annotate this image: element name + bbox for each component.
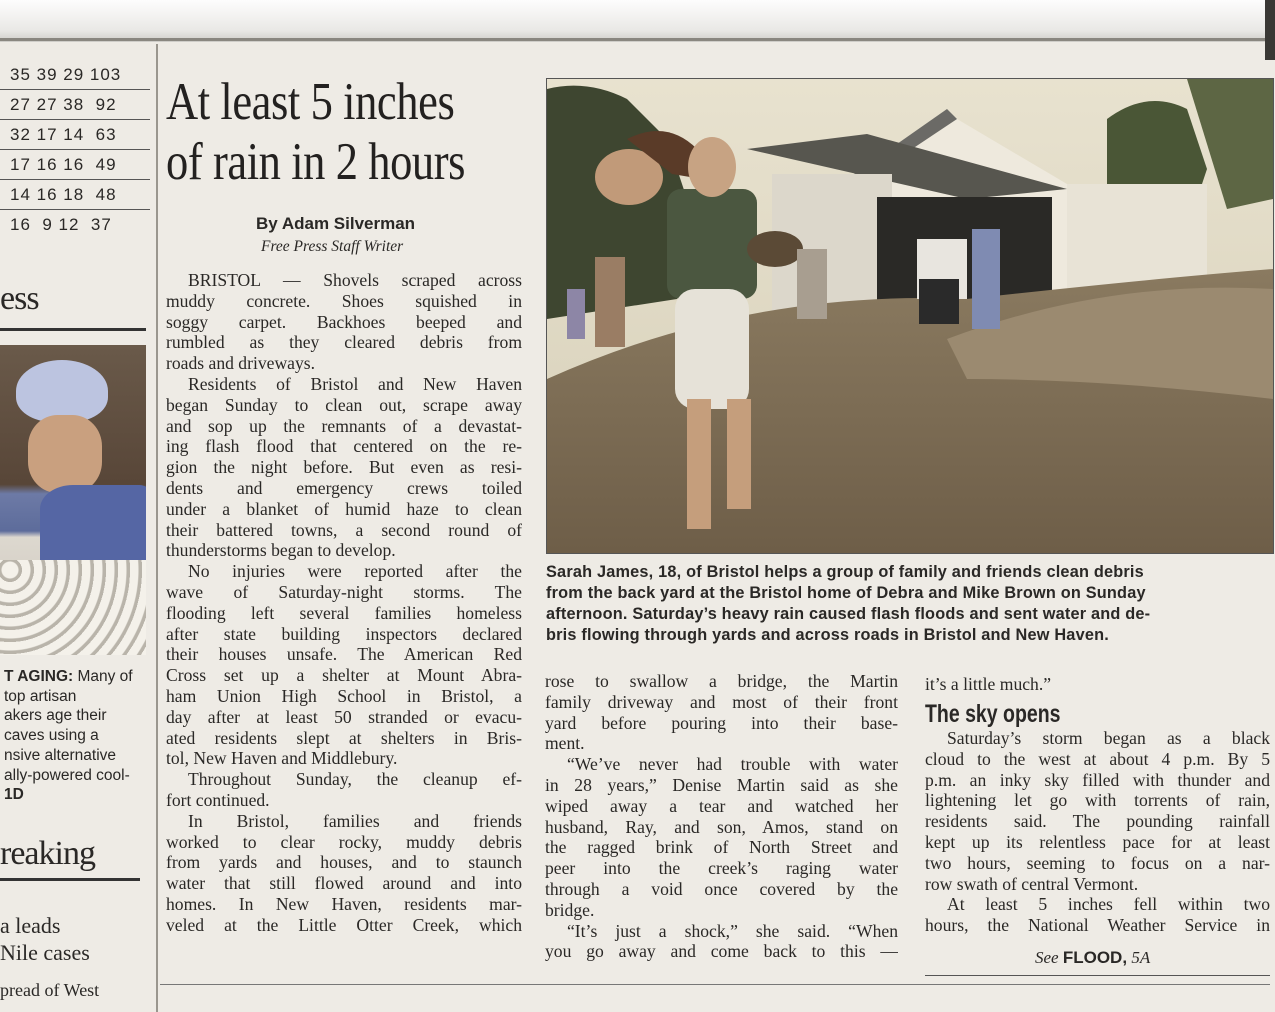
text-line: fort continued. — [166, 789, 270, 810]
caption-line: bris flowing through yards and across roads in Bristol and New Haven. — [546, 626, 1109, 644]
breaking-label: reaking — [0, 835, 95, 872]
text-line: husband, Ray, and son, Amos, stand on — [545, 816, 898, 837]
text-line: No injuries were reported after the — [188, 561, 522, 582]
score-row: 16 9 12 37 — [10, 215, 112, 234]
headline-line: At least 5 inches — [166, 73, 455, 131]
caption-line: caves using a — [4, 727, 99, 745]
scores-table — [0, 60, 150, 240]
article-column-2 — [545, 671, 898, 962]
sidebar-section-label: ess — [0, 280, 39, 317]
text-line: kept up its relentless pace for at least — [925, 831, 1270, 852]
byline-role: Free Press Staff Writer — [261, 238, 404, 255]
text-line: At least 5 inches fell within two — [947, 894, 1270, 915]
text-line: wave of Saturday-night storms. The — [166, 581, 522, 602]
sidebar-story-body: pread of West — [0, 980, 100, 1000]
byline: By Adam Silverman — [256, 214, 416, 233]
caption-line: akers age their — [4, 707, 107, 725]
subhead: The sky opens — [925, 700, 1061, 728]
text-line: ing flash flood that centered on the re- — [166, 436, 522, 457]
text-line: BRISTOL — Shovels scraped across — [188, 270, 522, 290]
text-line: cloud to the west at about 4 p.m. By 5 — [925, 748, 1270, 769]
text-line: p.m. an inky sky filled with thunder and — [925, 769, 1270, 790]
text-line: rumbled as they cleared debris from — [166, 332, 522, 353]
text-line: “It’s just a shock,” she said. “When — [567, 920, 898, 941]
text-line: and sop up the remnants of a devastat- — [166, 415, 522, 436]
text-line: gion the night before. But even as resi- — [166, 457, 522, 478]
score-row: 27 27 38 92 — [0, 90, 150, 120]
sidebar-photo-caption — [4, 667, 144, 805]
story-line: Nile cases — [0, 940, 90, 965]
text-line: soggy carpet. Backhoes beeped and — [166, 311, 522, 332]
text-line: ment. — [545, 733, 585, 754]
article-column-1 — [166, 270, 522, 936]
article-column-3-top — [925, 674, 1270, 695]
jump-rule — [925, 975, 1270, 976]
text-line: Residents of Bristol and New Haven — [188, 373, 522, 394]
jump-label: FLOOD, — [1062, 948, 1128, 967]
text-line: roads and driveways. — [166, 353, 316, 374]
text-line: it’s a little much.” — [925, 674, 1052, 694]
text-line: yard before pouring into their base- — [545, 712, 898, 733]
caption-line: top artisan — [4, 687, 77, 705]
text-line: water that still flowed around and into — [166, 873, 522, 894]
text-line: Throughout Sunday, the cleanup ef- — [188, 769, 522, 790]
bottom-rule — [160, 984, 1270, 985]
text-line: worked to clear rocky, muddy debris — [166, 831, 522, 852]
text-line: Cross set up a shelter at Mount Abra- — [166, 665, 522, 686]
jump-prefix: See — [1035, 948, 1059, 967]
caption-line: T AGING: Many of — [4, 668, 133, 685]
text-line: rose to swallow a bridge, the Martin — [545, 671, 898, 691]
text-line: lightening let go with torrents of rain, — [925, 790, 1270, 811]
text-line: family driveway and most of their front — [545, 691, 898, 712]
column-divider — [156, 44, 158, 1012]
text-line: tol, New Haven and Middlebury. — [166, 748, 398, 769]
text-line: row swath of central Vermont. — [925, 873, 1139, 894]
text-line: you go away and come back to this — — [545, 941, 898, 962]
text-line: peer into the creek’s raging water — [545, 858, 898, 879]
text-line: bridge. — [545, 899, 595, 920]
text-line: veled at the Little Otter Creek, which — [166, 914, 522, 935]
text-line: their battered towns, a second round of — [166, 519, 522, 540]
headline-line: of rain in 2 hours — [166, 133, 466, 191]
text-line: through a void once covered by the — [545, 878, 898, 899]
caption-line: ally-powered cool- — [4, 766, 130, 784]
article-column-3 — [925, 728, 1270, 936]
text-line: day after at least 50 stranded or evacu- — [166, 706, 522, 727]
photo-caption — [546, 562, 1252, 646]
sidebar-photo — [0, 345, 146, 655]
text-line: thunderstorms began to develop. — [166, 540, 396, 561]
text-line: two hours, seeming to focus on a nar- — [925, 852, 1270, 873]
caption-line: afternoon. Saturday’s heavy rain caused flash floods and sent water and de- — [546, 605, 1151, 623]
score-row: 14 16 18 48 — [0, 180, 150, 210]
text-line: ated residents slept at shelters in Bris- — [166, 727, 522, 748]
text-line: wiped away a tear and watched her — [545, 795, 898, 816]
text-line: in 28 years,” Denise Martin said as she — [545, 774, 898, 795]
text-line: Saturday’s storm began as a black — [947, 728, 1270, 748]
article-headline — [166, 72, 477, 192]
scan-edge — [1265, 0, 1275, 60]
score-row: 35 39 29 103 — [0, 60, 150, 90]
text-line: muddy concrete. Shoes squished in — [166, 290, 522, 311]
text-line: the ragged brink of North Street and — [545, 837, 898, 858]
caption-line: Sarah James, 18, of Bristol helps a group of family and friends clean debris — [546, 563, 1144, 581]
sidebar-rule — [0, 328, 146, 331]
page-fold-line — [0, 38, 1275, 41]
jump-page: 5A — [1131, 948, 1151, 967]
sidebar-rule — [0, 878, 140, 881]
score-row: 32 17 14 63 — [0, 120, 150, 150]
text-line: from yards and houses, and to staunch — [166, 852, 522, 873]
caption-line: from the back yard at the Bristol home of Debra and Mike Brown on Sunday — [546, 584, 1146, 602]
text-line: dents and emergency crews toiled — [166, 477, 522, 498]
text-line: hours, the National Weather Service in — [925, 915, 1270, 936]
text-line: residents said. The pounding rainfall — [925, 811, 1270, 832]
sidebar-story-headline — [0, 912, 140, 966]
text-line: “We’ve never had trouble with water — [567, 754, 898, 775]
text-line: homes. In New Haven, residents mar- — [166, 893, 522, 914]
caption-line: nsive alternative — [4, 746, 117, 764]
text-line: under a blanket of humid haze to clean — [166, 498, 522, 519]
text-line: their houses unsafe. The American Red — [166, 644, 522, 665]
score-row: 17 16 16 49 — [0, 150, 150, 180]
text-line: began Sunday to clean out, scrape away — [166, 394, 522, 415]
story-line: a leads — [0, 913, 61, 938]
text-line: In Bristol, families and friends — [188, 810, 522, 831]
text-line: ham Union High School in Bristol, a — [166, 685, 522, 706]
jump-line[interactable] — [1035, 948, 1150, 968]
text-line: after state building inspectors declared — [166, 623, 522, 644]
text-line: flooding left several families homeless — [166, 602, 522, 623]
caption-line: 1D — [4, 786, 24, 804]
flood-cleanup-photo — [546, 78, 1274, 554]
